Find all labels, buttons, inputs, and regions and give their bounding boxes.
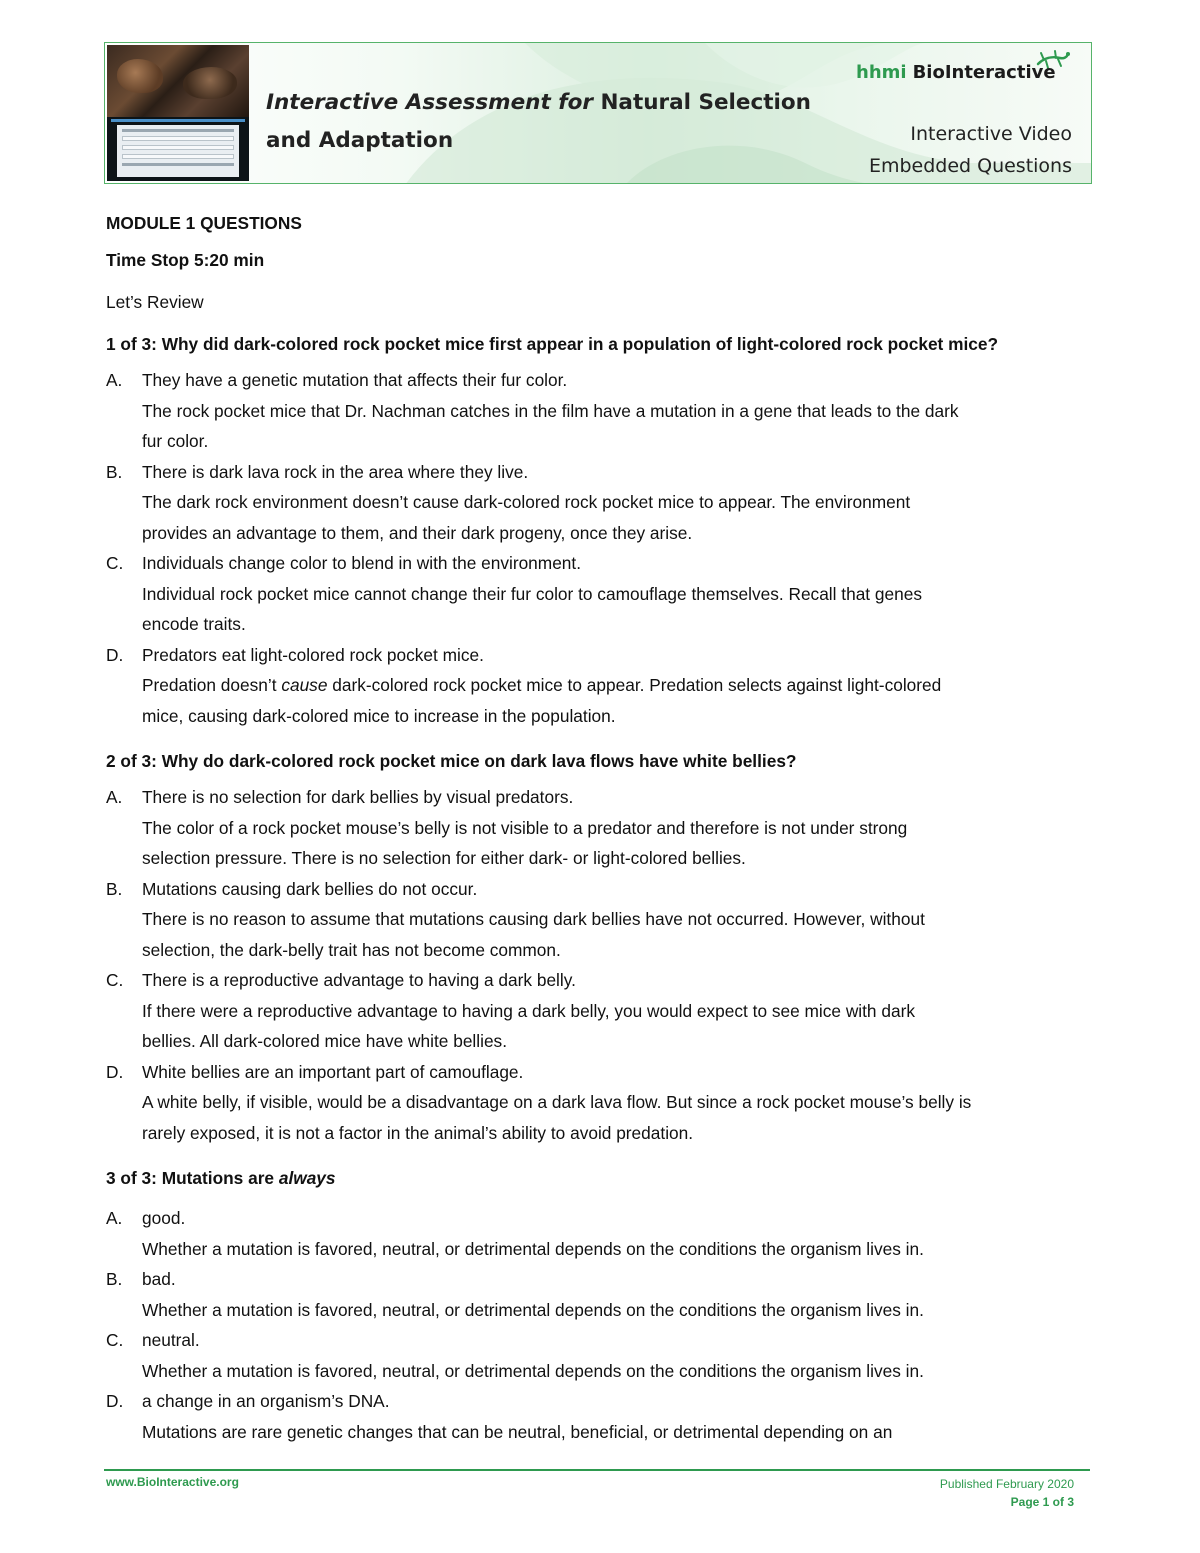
option-answer: Predators eat light-colored rock pocket mice. bbox=[142, 644, 484, 665]
footer-divider bbox=[104, 1469, 1090, 1471]
subtitle-line1: Interactive Video bbox=[910, 123, 1072, 145]
option-feedback: The color of a rock pocket mouse’s belly is not visible to a predator and therefore is not under strong bbox=[142, 817, 908, 838]
review-label: Let’s Review bbox=[106, 292, 204, 312]
title-rest: Natural Selection bbox=[592, 90, 811, 115]
answer-option bbox=[106, 1264, 1096, 1325]
answer-option bbox=[106, 965, 1096, 1057]
answer-option bbox=[106, 874, 1096, 966]
question-options bbox=[106, 1203, 1096, 1447]
question-prompt bbox=[106, 1167, 1096, 1189]
option-feedback: Whether a mutation is favored, neutral, or detrimental depends on the conditions the organism lives in. bbox=[142, 1299, 924, 1320]
page-title bbox=[266, 84, 811, 160]
option-feedback: If there were a reproductive advantage to having a dark belly, you would expect to see mice with dark bbox=[142, 1000, 915, 1021]
published-date: Published February 2020 bbox=[939, 1477, 1074, 1491]
biointeractive-logo bbox=[856, 62, 1056, 83]
logo-biointeractive: BioInteractive bbox=[912, 62, 1056, 83]
feedback-text: Predation doesn’t bbox=[142, 675, 282, 695]
prompt-text: 3 of 3: Mutations are bbox=[106, 1168, 279, 1188]
option-answer: They have a genetic mutation that affects their fur color. bbox=[142, 370, 568, 390]
answer-option bbox=[106, 548, 1096, 640]
answer-option bbox=[106, 1386, 1096, 1447]
option-feedback: rarely exposed, it is not a factor in the animal’s ability to avoid predation. bbox=[142, 1122, 694, 1143]
footer-url[interactable]: www.BioInteractive.org bbox=[106, 1475, 239, 1489]
option-feedback: encode traits. bbox=[142, 614, 246, 634]
prompt-emphasis: always bbox=[278, 1168, 336, 1188]
option-feedback: fur color. bbox=[142, 431, 209, 451]
option-letter: B. bbox=[106, 1269, 123, 1289]
option-feedback: selection, the dark-belly trait has not become common. bbox=[142, 939, 561, 960]
option-letter: A. bbox=[106, 1208, 123, 1228]
option-feedback: Mutations are rare genetic changes that can be neutral, beneficial, or detrimental depending on an bbox=[142, 1421, 893, 1442]
option-feedback bbox=[142, 670, 1096, 701]
option-answer: good. bbox=[142, 1208, 186, 1228]
answer-option bbox=[106, 457, 1096, 549]
mouse-image bbox=[117, 59, 163, 93]
question-prompt: 1 of 3: Why did dark-colored rock pocket mice first appear in a population of light-colored rock pocket mice? bbox=[106, 334, 999, 354]
option-answer: There is dark lava rock in the area where they live. bbox=[142, 461, 529, 482]
option-answer: Individuals change color to blend in with the environment. bbox=[142, 553, 582, 573]
option-letter: D. bbox=[106, 1061, 124, 1082]
question-options bbox=[106, 365, 1096, 731]
video-thumbnail bbox=[107, 45, 249, 181]
option-answer: There is no selection for dark bellies by visual predators. bbox=[142, 787, 574, 807]
footer-info bbox=[940, 1475, 1074, 1511]
module-heading: MODULE 1 QUESTIONS bbox=[106, 213, 302, 233]
title-line2: and Adaptation bbox=[266, 128, 454, 153]
option-feedback: A white belly, if visible, would be a disadvantage on a dark lava flow. But since a rock pocket mouse’s belly is bbox=[142, 1092, 972, 1112]
option-answer: neutral. bbox=[142, 1330, 200, 1350]
option-letter: B. bbox=[106, 461, 123, 482]
option-feedback: The dark rock environment doesn’t cause dark-colored rock pocket mice to appear. The environment bbox=[142, 492, 911, 512]
option-feedback: Individual rock pocket mice cannot change their fur color to camouflage themselves. Recall that genes bbox=[142, 583, 922, 604]
answer-option bbox=[106, 640, 1096, 732]
option-answer: Mutations causing dark bellies do not occur. bbox=[142, 878, 478, 899]
title-italic: Interactive Assessment for bbox=[266, 90, 593, 115]
option-feedback: There is no reason to assume that mutations causing dark bellies have not occurred. However, without bbox=[142, 909, 925, 929]
time-stop: Time Stop 5:20 min bbox=[106, 250, 265, 270]
answer-option bbox=[106, 1057, 1096, 1149]
option-letter: B. bbox=[106, 878, 123, 899]
answer-option bbox=[106, 782, 1096, 874]
header-subtitle bbox=[869, 118, 1072, 182]
answer-option bbox=[106, 1203, 1096, 1264]
option-answer: a change in an organism’s DNA. bbox=[142, 1391, 390, 1411]
question-prompt: 2 of 3: Why do dark-colored rock pocket mice on dark lava flows have white bellies? bbox=[106, 751, 797, 771]
answer-option bbox=[106, 1325, 1096, 1386]
mouse-image bbox=[183, 67, 237, 99]
option-feedback: The rock pocket mice that Dr. Nachman catches in the film have a mutation in a gene that leads to the dark bbox=[142, 400, 959, 421]
option-feedback: bellies. All dark-colored mice have white bellies. bbox=[142, 1031, 507, 1051]
option-letter: A. bbox=[106, 787, 123, 807]
answer-option bbox=[106, 365, 1096, 457]
option-feedback: Whether a mutation is favored, neutral, or detrimental depends on the conditions the organism lives in. bbox=[142, 1360, 924, 1381]
logo-hhmi: hhmi bbox=[856, 62, 907, 83]
option-feedback: selection pressure. There is no selection for either dark- or light-colored bellies. bbox=[142, 848, 746, 868]
option-answer: bad. bbox=[142, 1269, 176, 1289]
option-feedback: Whether a mutation is favored, neutral, or detrimental depends on the conditions the organism lives in. bbox=[142, 1238, 924, 1259]
document-body bbox=[106, 206, 1096, 1447]
subtitle-line2: Embedded Questions bbox=[868, 155, 1072, 177]
question-panel-thumbnail bbox=[117, 125, 239, 177]
option-letter: D. bbox=[106, 644, 124, 665]
page-number: Page 1 of 3 bbox=[1010, 1495, 1074, 1509]
option-letter: C. bbox=[106, 553, 124, 573]
option-answer: There is a reproductive advantage to having a dark belly. bbox=[142, 970, 576, 990]
option-letter: C. bbox=[106, 1330, 124, 1350]
option-feedback: provides an advantage to them, and their dark progeny, once they arise. bbox=[142, 522, 693, 543]
option-letter: D. bbox=[106, 1391, 124, 1411]
feedback-text: dark-colored rock pocket mice to appear. Predation selects against light-colored bbox=[327, 675, 942, 695]
feedback-emphasis: cause bbox=[281, 675, 328, 695]
question-options bbox=[106, 782, 1096, 1148]
video-progress-bar bbox=[111, 119, 245, 122]
option-letter: C. bbox=[106, 970, 124, 990]
option-answer: White bellies are an important part of camouflage. bbox=[142, 1061, 524, 1082]
option-letter: A. bbox=[106, 370, 123, 390]
option-feedback: mice, causing dark-colored mice to increase in the population. bbox=[142, 705, 616, 726]
